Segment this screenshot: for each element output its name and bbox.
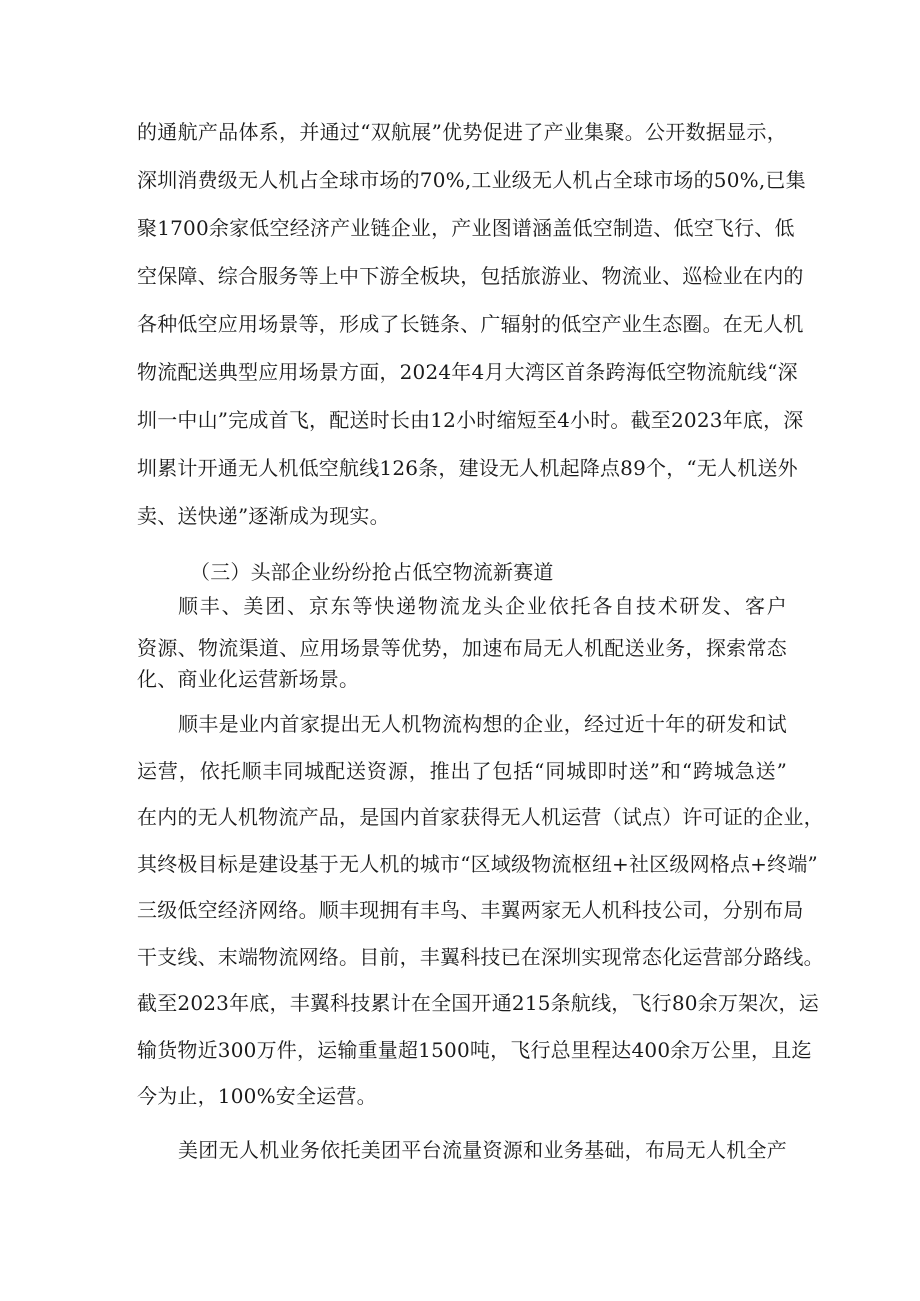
paragraph-1-line-2: 深圳消费级无人机占全球市场的70%,工业级无人机占全球市场的50%,已集 <box>137 168 806 192</box>
paragraph-1-line-3: 聚1700余家低空经济产业链企业，产业图谱涵盖低空制造、低空飞行、低 <box>137 216 795 240</box>
paragraph-2-line-1: 顺丰、美团、京东等快递物流龙头企业依托各自技术研发、客户 <box>178 594 787 618</box>
paragraph-1-line-4: 空保障、综合服务等上中下游全板块，包括旅游业、物流业、巡检业在内的 <box>137 264 804 288</box>
paragraph-3-line-4: 其终极目标是建设基于无人机的城市“区域级物流枢纽+社区级网格点+终端” <box>137 852 818 876</box>
paragraph-3-line-8: 输货物近300万件，运输重量超1500吨，飞行总里程达400余万公里，且迄 <box>137 1038 812 1062</box>
paragraph-1-line-8: 圳累计开通无人机低空航线126条，建设无人机起降点89个，“无人机送外 <box>137 456 798 480</box>
paragraph-1-line-5: 各种低空应用场景等，形成了长链条、广辐射的低空产业生态圈。在无人机 <box>137 312 804 336</box>
paragraph-1-line-1: 的通航产品体系，并通过“双航展”优势促进了产业集聚。公开数据显示， <box>137 120 787 144</box>
paragraph-3-line-3: 在内的无人机物流产品，是国内首家获得无人机运营（试点）许可证的企业， <box>137 805 824 829</box>
section-heading: （三）头部企业纷纷抢占低空物流新赛道 <box>190 560 554 584</box>
paragraph-3-line-1: 顺丰是业内首家提出无人机物流构想的企业，经过近十年的研发和试 <box>178 712 787 736</box>
paragraph-2-line-3: 化、商业化运营新场景。 <box>137 667 360 691</box>
paragraph-3-line-7: 截至2023年底，丰翼科技累计在全国开通215条航线，飞行80余万架次，运 <box>137 991 819 1015</box>
paragraph-3-line-9: 今为止，100%安全运营。 <box>137 1084 377 1108</box>
paragraph-1-line-9: 卖、送快递”逐渐成为现实。 <box>137 504 390 528</box>
paragraph-2-line-2: 资源、物流渠道、应用场景等优势，加速布局无人机配送业务，探索常态 <box>137 636 787 660</box>
paragraph-1-line-6: 物流配送典型应用场景方面，2024年4月大湾区首条跨海低空物流航线“深 <box>137 360 798 384</box>
paragraph-3-line-2: 运营，依托顺丰同城配送资源，推出了包括“同城即时送”和“跨城急送” <box>137 759 787 783</box>
paragraph-1-line-7: 圳一中山”完成首飞，配送时长由12小时缩短至4小时。截至2023年底，深 <box>137 408 804 432</box>
paragraph-4-line-1: 美团无人机业务依托美团平台流量资源和业务基础，布局无人机全产 <box>178 1138 787 1162</box>
paragraph-3-line-6: 干支线、末端物流网络。目前，丰翼科技已在深圳实现常态化运营部分路线。 <box>137 945 824 969</box>
paragraph-3-line-5: 三级低空经济网络。顺丰现拥有丰鸟、丰翼两家无人机科技公司，分别布局 <box>137 898 804 922</box>
